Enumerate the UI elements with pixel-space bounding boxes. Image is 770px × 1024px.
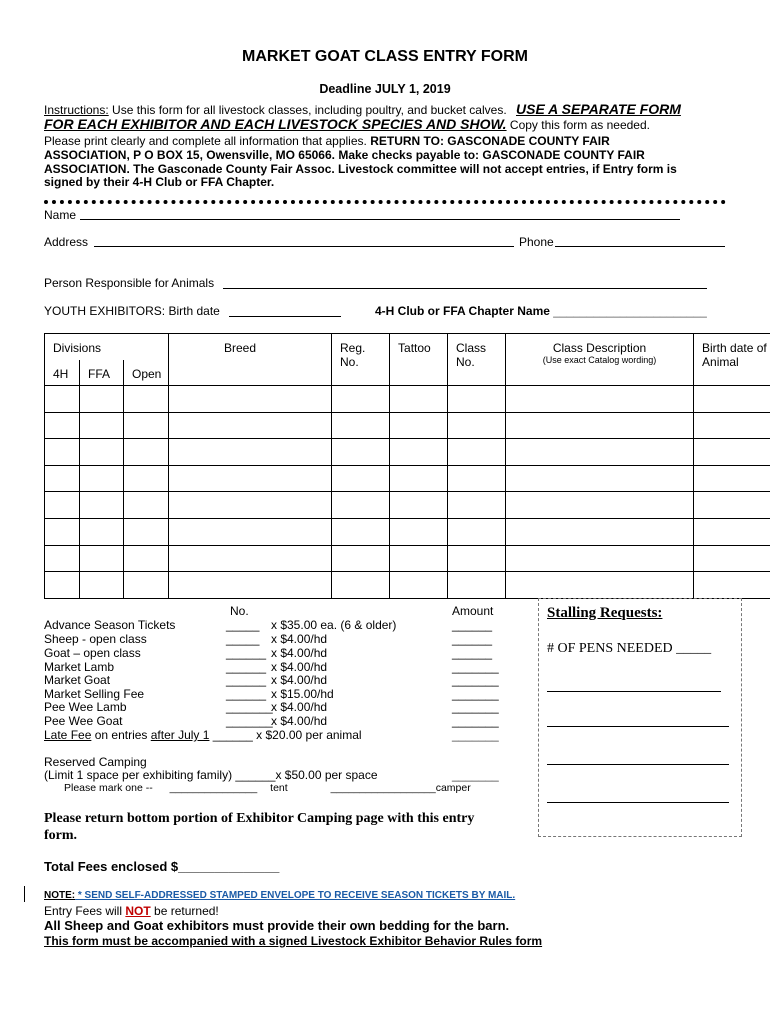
- entry-cell[interactable]: [332, 386, 390, 413]
- person-field[interactable]: [223, 288, 707, 289]
- camper-blank[interactable]: __________________: [330, 782, 436, 794]
- birth-animal-header: Birth date of Animal: [694, 334, 770, 386]
- return-note-2: form.: [44, 828, 78, 843]
- entry-cell[interactable]: [169, 518, 332, 545]
- stall-line-1[interactable]: [547, 691, 721, 692]
- entry-cell[interactable]: [332, 412, 390, 439]
- tent-blank[interactable]: _______________: [169, 782, 258, 794]
- entry-cell[interactable]: [124, 465, 169, 492]
- entry-cell[interactable]: [80, 465, 124, 492]
- fee-amount[interactable]: _______: [452, 687, 499, 701]
- form-title: MARKET GOAT CLASS ENTRY FORM: [242, 48, 528, 65]
- entry-cell[interactable]: [332, 545, 390, 572]
- instructions-text: Use this form for all livestock classes, including poultry, and bucket calves.: [108, 103, 507, 117]
- club-field[interactable]: _______________________: [553, 304, 707, 318]
- fee-count[interactable]: _____: [226, 618, 260, 632]
- entry-cell[interactable]: [169, 545, 332, 572]
- entry-cell[interactable]: [45, 518, 80, 545]
- instructions-label: Instructions:: [44, 103, 109, 117]
- class-no-header: Class No.: [448, 334, 506, 386]
- fee-rate: x $4.00/hd: [271, 660, 328, 674]
- fee-count[interactable]: ______: [226, 660, 267, 674]
- pens-needed[interactable]: # OF PENS NEEDED _____: [547, 641, 712, 656]
- separate-form-1: USE A SEPARATE FORM: [516, 101, 681, 117]
- entry-cell[interactable]: [169, 439, 332, 466]
- fee-count[interactable]: ______: [226, 687, 267, 701]
- entry-cell[interactable]: [80, 545, 124, 572]
- entry-cell[interactable]: [448, 545, 506, 572]
- camping-label: Reserved Camping: [44, 755, 147, 769]
- separate-form-2: FOR EACH EXHIBITOR AND EACH LIVESTOCK SPECIES AND SHOW.: [44, 116, 507, 132]
- fee-label: Market Lamb: [44, 660, 115, 674]
- fee-amount[interactable]: ______: [452, 632, 493, 646]
- address-label: Address: [44, 235, 89, 249]
- fee-rate: x $35.00 ea. (6 & older): [271, 618, 397, 632]
- fees-not-returned: [44, 904, 219, 918]
- entry-cell[interactable]: [80, 439, 124, 466]
- entry-cell[interactable]: [506, 412, 694, 439]
- phone-label: Phone: [519, 235, 554, 249]
- stalling-title: Stalling Requests:: [547, 605, 663, 621]
- person-label: Person Responsible for Animals: [44, 276, 215, 290]
- entry-cell[interactable]: [694, 412, 770, 439]
- entry-cell[interactable]: [506, 439, 694, 466]
- fee-label: Market Selling Fee: [44, 687, 145, 701]
- club-label: 4-H Club or FFA Chapter Name: [375, 304, 550, 318]
- fee-rate: x $4.00/hd: [271, 673, 328, 687]
- entry-cell[interactable]: [45, 492, 80, 519]
- entry-cell[interactable]: [694, 572, 770, 599]
- mark-one: Please mark one --: [64, 782, 153, 794]
- fee-rate: x $4.00/hd: [271, 632, 328, 646]
- entry-row: [45, 545, 770, 572]
- dotted-divider: [44, 200, 726, 209]
- bedding-note: All Sheep and Goat exhibitors must provide their own bedding for the barn.: [44, 918, 510, 933]
- div-4h-header: 4H: [45, 360, 80, 386]
- entry-cell[interactable]: [45, 439, 80, 466]
- return-to-1: RETURN TO: GASCONADE COUNTY FAIR: [370, 134, 610, 148]
- entry-cell[interactable]: [506, 465, 694, 492]
- entry-cell[interactable]: [169, 386, 332, 413]
- amount-header: Amount: [452, 604, 494, 618]
- entry-cell[interactable]: [169, 492, 332, 519]
- fee-rate: x $15.00/hd: [271, 687, 334, 701]
- entry-cell[interactable]: [169, 465, 332, 492]
- entry-cell[interactable]: [124, 492, 169, 519]
- entry-row: [45, 386, 770, 413]
- entry-cell[interactable]: [332, 492, 390, 519]
- late-on: on entries: [91, 728, 151, 742]
- fee-amount[interactable]: ______: [452, 618, 493, 632]
- entry-cell[interactable]: [448, 465, 506, 492]
- separate-line: [44, 116, 650, 132]
- entry-cell[interactable]: [448, 492, 506, 519]
- fee-count[interactable]: ______: [226, 673, 267, 687]
- entry-cell[interactable]: [45, 572, 80, 599]
- entry-cell[interactable]: [332, 465, 390, 492]
- entry-cell[interactable]: [448, 518, 506, 545]
- fee-count[interactable]: _______: [226, 714, 273, 728]
- stalling-box: [538, 598, 742, 837]
- entry-cell[interactable]: [694, 386, 770, 413]
- fee-amount[interactable]: _______: [452, 714, 499, 728]
- class-desc-header: Class Description (Use exact Catalog wording): [506, 334, 694, 386]
- entry-cell[interactable]: [390, 518, 448, 545]
- fee-count[interactable]: _____: [226, 632, 260, 646]
- entry-cell[interactable]: [169, 572, 332, 599]
- entry-row: [45, 412, 770, 439]
- breed-header: Breed: [169, 334, 332, 386]
- name-label: Name: [44, 208, 77, 222]
- entry-cell[interactable]: [506, 545, 694, 572]
- entry-cell[interactable]: [506, 518, 694, 545]
- entry-cell[interactable]: [169, 412, 332, 439]
- tent-label: tent: [270, 782, 288, 794]
- fee-label: Pee Wee Lamb: [44, 700, 127, 714]
- entry-cell[interactable]: [80, 386, 124, 413]
- mark-one-row: [64, 782, 471, 794]
- instructions-line: [44, 101, 681, 117]
- fees-not: NOT: [125, 904, 151, 918]
- return-to-4: signed by their 4-H Club or FFA Chapter.: [44, 175, 275, 189]
- entry-cell[interactable]: [390, 439, 448, 466]
- tattoo-header: Tattoo: [390, 334, 448, 386]
- entry-cell[interactable]: [124, 439, 169, 466]
- entry-cell[interactable]: [80, 572, 124, 599]
- entry-cell[interactable]: [124, 518, 169, 545]
- entry-cell[interactable]: [124, 545, 169, 572]
- entry-cell[interactable]: [390, 572, 448, 599]
- entry-cell[interactable]: [390, 386, 448, 413]
- entry-cell[interactable]: [390, 492, 448, 519]
- fee-amount[interactable]: _______: [452, 660, 499, 674]
- birth-date-field[interactable]: [229, 316, 341, 317]
- entry-cell[interactable]: [45, 386, 80, 413]
- stall-line-3[interactable]: [547, 764, 729, 765]
- copy-text: Copy this form as needed.: [506, 118, 650, 132]
- return-note-1: Please return bottom portion of Exhibitor Camping page with this entry: [44, 811, 475, 826]
- fee-label: Goat – open class: [44, 646, 141, 660]
- late-rest[interactable]: ______ x $20.00 per animal: [209, 728, 362, 742]
- entry-cell[interactable]: [506, 572, 694, 599]
- fee-rate: x $4.00/hd: [271, 646, 328, 660]
- fee-count[interactable]: _______: [226, 700, 273, 714]
- entry-cell[interactable]: [80, 412, 124, 439]
- entry-cell[interactable]: [694, 492, 770, 519]
- entry-table: [44, 333, 770, 599]
- return-to-3: ASSOCIATION. The Gasconade County Fair Assoc. Livestock committee will not accept entries, if Entry form is: [44, 162, 677, 176]
- deadline: Deadline JULY 1, 2019: [319, 82, 451, 96]
- fee-rate: x $4.00/hd: [271, 700, 328, 714]
- entry-cell[interactable]: [332, 572, 390, 599]
- stall-line-2[interactable]: [547, 726, 729, 727]
- fee-amount[interactable]: _______: [452, 673, 499, 687]
- note-label: NOTE:: [44, 890, 76, 901]
- entry-cell[interactable]: [124, 572, 169, 599]
- print-line: [44, 134, 610, 148]
- entry-cell[interactable]: [694, 545, 770, 572]
- entry-cell[interactable]: [448, 439, 506, 466]
- fee-label: Market Goat: [44, 673, 111, 687]
- fee-rate: x $4.00/hd: [271, 714, 328, 728]
- entry-cell[interactable]: [80, 492, 124, 519]
- text-cursor: [24, 886, 25, 902]
- address-field[interactable]: [94, 246, 514, 247]
- camper-label: camper: [435, 782, 471, 794]
- divisions-header: Divisions: [45, 334, 169, 360]
- fee-amount[interactable]: _______: [452, 700, 499, 714]
- print-text: Please print clearly and complete all information that applies.: [44, 134, 371, 148]
- fee-label: Sheep - open class: [44, 632, 147, 646]
- fee-label: Advance Season Tickets: [44, 618, 176, 632]
- entry-cell[interactable]: [124, 386, 169, 413]
- camping-amount[interactable]: _______: [452, 768, 499, 782]
- return-to-2: ASSOCIATION, P O BOX 15, Owensville, MO 65066. Make checks payable to: GASCONADE COUNTY FAIR: [44, 148, 645, 162]
- entry-cell[interactable]: [332, 439, 390, 466]
- total-fees[interactable]: Total Fees enclosed $______________: [44, 859, 280, 874]
- entry-cell[interactable]: [694, 465, 770, 492]
- entry-row: [45, 492, 770, 519]
- entry-cell[interactable]: [506, 492, 694, 519]
- entry-cell[interactable]: [332, 518, 390, 545]
- fees-a: Entry Fees will: [44, 904, 126, 918]
- fee-amount[interactable]: ______: [452, 646, 493, 660]
- class-desc-note: (Use exact Catalog wording): [542, 355, 657, 365]
- entry-row: [45, 518, 770, 545]
- club-line: [375, 304, 707, 318]
- entry-cell[interactable]: [80, 518, 124, 545]
- entry-cell[interactable]: [390, 545, 448, 572]
- fee-count[interactable]: ______: [226, 646, 267, 660]
- div-open-header: Open: [124, 360, 169, 386]
- entry-row: [45, 465, 770, 492]
- note-line: [44, 890, 515, 901]
- no-header: No.: [230, 604, 249, 618]
- reg-header: Reg. No.: [332, 334, 390, 386]
- name-field[interactable]: [80, 219, 680, 220]
- entry-cell[interactable]: [506, 386, 694, 413]
- late-fee-label: Late Fee: [44, 728, 92, 742]
- behavior-note: This form must be accompanied with a signed Livestock Exhibitor Behavior Rules form: [44, 934, 543, 948]
- stall-line-4[interactable]: [547, 802, 729, 803]
- fee-label: Pee Wee Goat: [44, 714, 123, 728]
- entry-cell[interactable]: [390, 412, 448, 439]
- fees-b: be returned!: [150, 904, 219, 918]
- entry-cell[interactable]: [124, 412, 169, 439]
- late-amount[interactable]: _______: [452, 728, 499, 742]
- entry-cell[interactable]: [390, 465, 448, 492]
- entry-cell[interactable]: [448, 572, 506, 599]
- entry-row: [45, 439, 770, 466]
- entry-row: [45, 572, 770, 599]
- entry-cell[interactable]: [448, 412, 506, 439]
- camping-limit[interactable]: (Limit 1 space per exhibiting family) ______x $50.00 per space: [44, 768, 378, 782]
- late-after: after July 1: [150, 728, 210, 742]
- entry-cell[interactable]: [694, 518, 770, 545]
- div-ffa-header: FFA: [80, 360, 124, 386]
- entry-cell[interactable]: [45, 545, 80, 572]
- entry-cell[interactable]: [694, 439, 770, 466]
- phone-field[interactable]: [555, 246, 725, 247]
- entry-cell[interactable]: [45, 465, 80, 492]
- entry-cell[interactable]: [448, 386, 506, 413]
- birth-date-label: YOUTH EXHIBITORS: Birth date: [44, 304, 220, 318]
- late-fee-row: [44, 728, 362, 742]
- entry-cell[interactable]: [45, 412, 80, 439]
- note-text: * SEND SELF-ADDRESSED STAMPED ENVELOPE TO RECEIVE SEASON TICKETS BY MAIL.: [75, 890, 516, 901]
